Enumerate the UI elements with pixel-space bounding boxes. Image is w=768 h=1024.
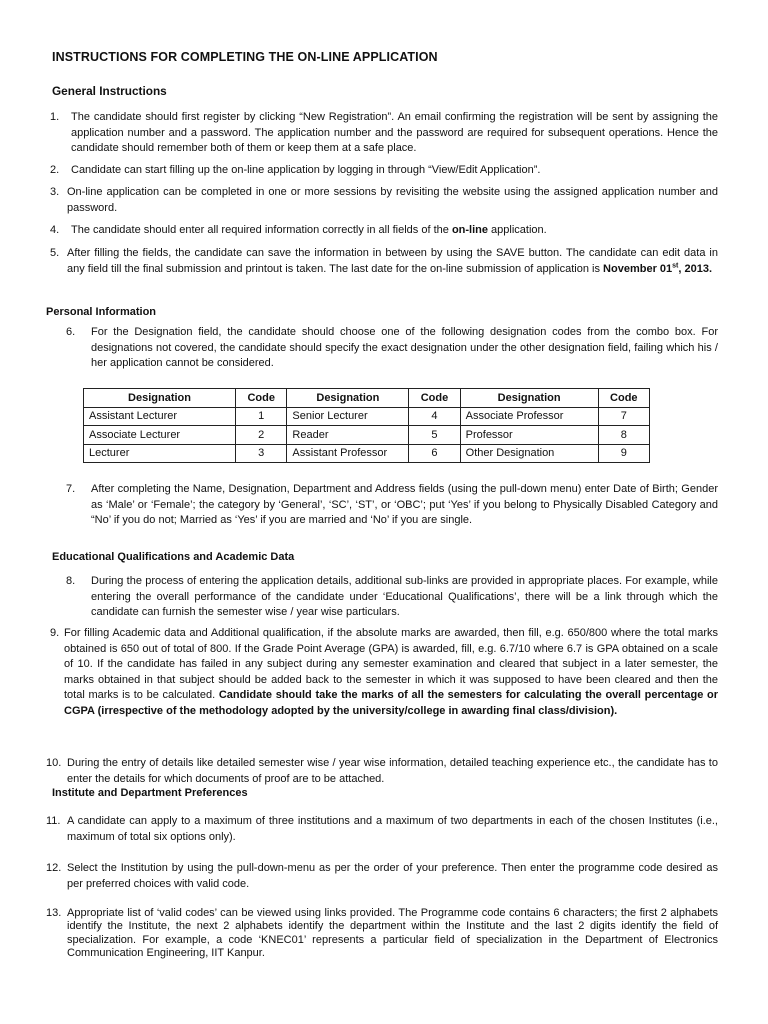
item-number: 2.	[50, 164, 60, 176]
designation-code-table	[83, 388, 650, 463]
item-text: Candidate can start filling up the on-line application by logging in through “View/Edit Application”.	[71, 164, 541, 176]
table-cell: Assistant Professor	[287, 444, 409, 463]
table-cell: Senior Lecturer	[287, 407, 409, 426]
col-header: Code	[598, 389, 649, 408]
section-heading-education: Educational Qualifications and Academic Data	[52, 551, 295, 563]
item-number: 11.	[46, 815, 61, 827]
item-number: 3.	[50, 186, 60, 198]
instruction-2	[50, 163, 718, 179]
section-heading-institute: Institute and Department Preferences	[52, 787, 248, 799]
col-header: Designation	[287, 389, 409, 408]
item-number: 1.	[50, 111, 60, 123]
item-number: 4.	[50, 224, 60, 236]
table-row	[84, 407, 650, 426]
item-number: 7.	[66, 483, 76, 495]
page-title: INSTRUCTIONS FOR COMPLETING THE ON-LINE APPLICATION	[52, 50, 438, 64]
table-row	[84, 444, 650, 463]
table-cell: Lecturer	[84, 444, 236, 463]
instruction-5	[50, 246, 718, 277]
table-cell: 5	[409, 426, 460, 445]
col-header: Designation	[84, 389, 236, 408]
table-cell: Assistant Lecturer	[84, 407, 236, 426]
instruction-1	[50, 110, 718, 157]
col-header: Designation	[460, 389, 598, 408]
item-number: 8.	[66, 575, 76, 587]
table-cell: Other Designation	[460, 444, 598, 463]
item-number: 6.	[66, 326, 76, 338]
item-text: After completing the Name, Designation, Department and Address fields (using the pull-down menu) enter Date of Birth; Gender as ‘Male’ or ‘Female’; the category by ‘General’, ‘SC’, ‘ST’, or ‘OBC’; put ‘Yes’ if you belong to Physically Disabled Category and “No’ if you do not; Married as ‘Yes’ if you are married and ‘No’ if you are single.	[91, 483, 718, 527]
table-cell: 1	[236, 407, 287, 426]
instruction-7	[66, 482, 718, 529]
table-cell: 8	[598, 426, 649, 445]
item-text: During the process of entering the application details, additional sub-links are provided in appropriate places. For example, while entering the overall performance of the candidate under ‘Educational Qualifications’, there will be a link through which the candidate can furnish the semester wise / year wise particulars.	[91, 575, 718, 619]
item-text: The candidate should enter all required information correctly in all fields of the on-line application.	[71, 224, 547, 236]
col-header: Code	[409, 389, 460, 408]
section-heading-personal: Personal Information	[46, 306, 157, 318]
instruction-4	[50, 223, 718, 239]
section-heading-general: General Instructions	[52, 84, 167, 98]
instruction-3	[50, 185, 718, 216]
table-row	[84, 426, 650, 445]
item-number: 9.	[50, 627, 60, 639]
table-cell: 7	[598, 407, 649, 426]
instruction-12	[46, 861, 718, 892]
col-header: Code	[236, 389, 287, 408]
table-cell: 3	[236, 444, 287, 463]
table-cell: 2	[236, 426, 287, 445]
table-cell: Professor	[460, 426, 598, 445]
item-text: After filling the fields, the candidate can save the information in between by using the SAVE button. The candidate can edit data in any field till the final submission and printout is taken. The last date for the on-line submission of application is November 01st, 2013.	[67, 247, 718, 275]
table-header-row	[84, 389, 650, 408]
table-cell: 9	[598, 444, 649, 463]
item-text: For filling Academic data and Additional qualification, if the absolute marks are awarded, then fill, e.g. 650/800 where the total marks obtained is 650 out of total of 800. If the Grade Point Average (GPA) is awarded, fill, e.g. 6.7/10 where 6.7 is GPA obtained on a scale of 10. If the candidate has failed in any subject during any semester examination and cleared that subject in a later semester, the marks obtained in that subject should be added back to the semester in which it was supposed to have been cleared and then the total marks is to be calculated. Candidate should take the marks of all the semesters for calculating the overall percentage or CGPA (irrespective of the methodology adopted by the university/college in awarding final class/division).	[64, 627, 719, 717]
item-number: 12.	[46, 862, 62, 874]
instruction-11	[46, 814, 718, 845]
item-text: The candidate should first register by clicking “New Registration”. An email confirming the registration will be sent by assigning the application number and a password. The application number and the password are required for subsequent operations. Hence the candidate should remember both of them or keep them at a safe place.	[71, 111, 718, 155]
table-cell: Associate Lecturer	[84, 426, 236, 445]
item-text: Select the Institution by using the pull-down-menu as per the order of your preference. Then enter the programme code desired as per preferred choices with valid code.	[67, 862, 718, 890]
table-cell: 6	[409, 444, 460, 463]
item-text: For the Designation field, the candidate should choose one of the following designation codes from the combo box. For designations not covered, the candidate should specify the exact designation under the other designation field, failing which his / her application cannot be considered.	[91, 326, 718, 370]
instruction-8	[66, 574, 718, 621]
instruction-9	[50, 626, 718, 720]
instruction-6	[66, 325, 718, 372]
item-number: 13.	[46, 907, 62, 919]
item-text: Appropriate list of ‘valid codes’ can be viewed using links provided. The Programme code contains 6 characters; the first 2 alphabets identify the Institute, the next 2 alphabets identify the department within the Institute and the last 2 digits identify the field of specialization. For example, a code ‘KNEC01’ represents a particular field of specialization in the Department of Electronics Communication Engineering, IIT Kanpur.	[67, 907, 718, 960]
table-cell: 4	[409, 407, 460, 426]
item-text: On-line application can be completed in one or more sessions by revisiting the website using the assigned application number and password.	[67, 186, 718, 214]
item-text: During the entry of details like detailed semester wise / year wise information, detailed teaching experience etc., the candidate has to enter the details for which documents of proof are to be attached.	[67, 757, 718, 785]
instruction-13	[46, 907, 718, 961]
item-number: 5.	[50, 247, 60, 259]
table-cell: Associate Professor	[460, 407, 598, 426]
item-number: 10.	[46, 757, 62, 769]
instruction-10	[46, 756, 718, 787]
table-cell: Reader	[287, 426, 409, 445]
item-text: A candidate can apply to a maximum of three institutions and a maximum of two departments in each of the chosen Institutes (i.e., maximum of total six options only).	[67, 815, 718, 843]
